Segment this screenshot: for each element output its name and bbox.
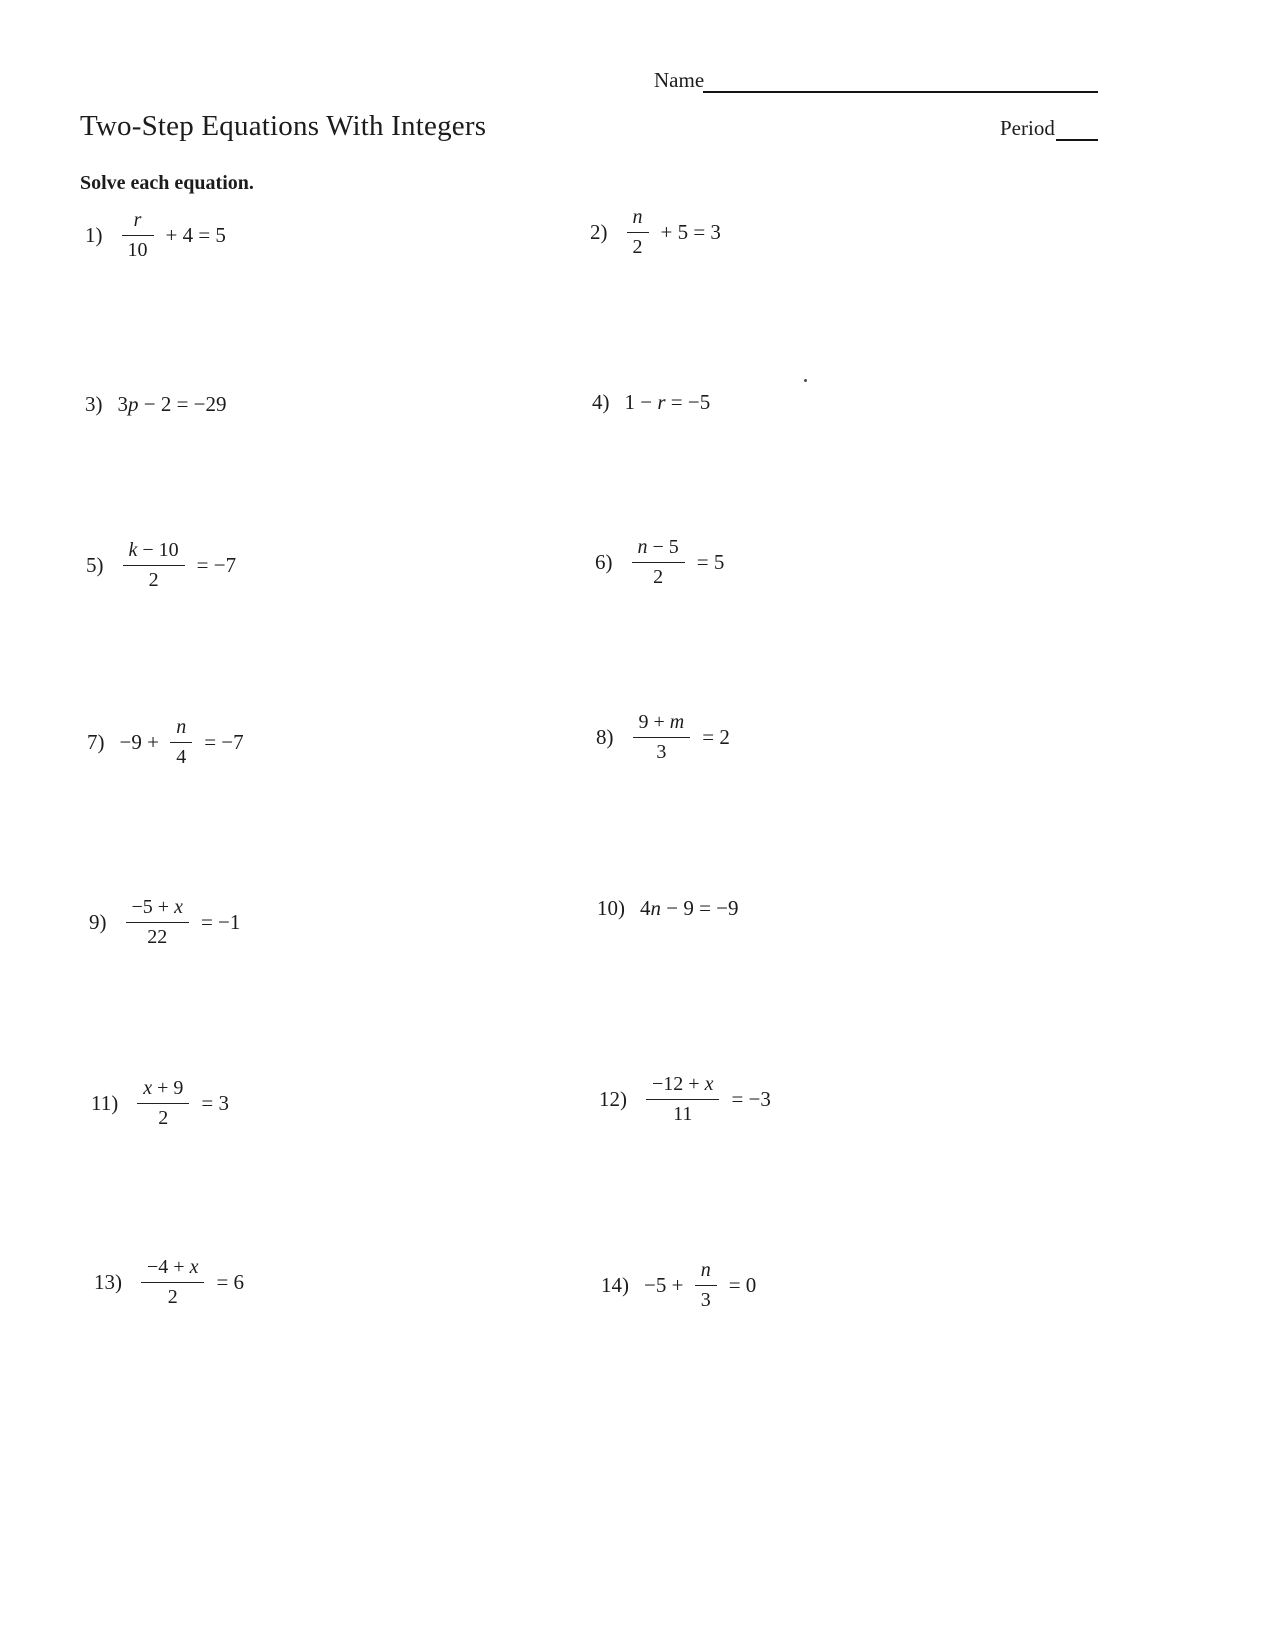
problem-1-fraction [122,208,154,263]
problem-11 [91,1076,229,1131]
problem-3-equation: 3p − 2 = −29 [117,392,227,416]
problem-9-rhs: = −1 [200,910,241,934]
problem-10-label: 10) [597,896,625,920]
problem-10 [597,896,739,921]
problem-1 [85,208,226,263]
problem-10-equation: 4n − 9 = −9 [640,896,739,920]
numerator: n [176,716,187,738]
problem-12 [599,1072,771,1127]
problem-12-label: 12) [599,1087,627,1111]
problem-5 [86,538,236,593]
problem-6-label: 6) [595,550,613,574]
problem-11-label: 11) [91,1091,119,1115]
name-label: Name [654,68,705,92]
problem-8-fraction [633,710,691,765]
denominator: 22 [126,922,189,950]
problem-7-lhs: −9 + [119,730,165,754]
problem-6-fraction [632,535,685,590]
denominator: 2 [141,1282,204,1310]
numerator: r [133,209,142,231]
page-title: Two-Step Equations With Integers [80,110,487,142]
problem-8-rhs: = 2 [702,725,730,749]
denominator: 11 [646,1099,719,1127]
problem-11-rhs: = 3 [201,1091,229,1115]
numerator: −12 + x [652,1073,714,1095]
denominator: 3 [695,1285,717,1313]
problem-3 [85,392,227,417]
problem-13-rhs: = 6 [216,1270,245,1294]
problem-14-rhs: = 0 [728,1273,757,1297]
period-blank-line [1056,139,1098,141]
problem-7-fraction [170,715,192,770]
problem-14-lhs: −5 + [644,1273,689,1297]
scan-speck [804,379,807,382]
problem-7 [87,715,244,770]
problem-9-fraction [126,895,189,950]
problem-5-label: 5) [86,553,104,577]
problem-1-label: 1) [85,223,103,247]
problem-8 [596,710,730,765]
problem-4 [592,390,710,415]
problem-1-rhs: + 4 = 5 [165,223,226,247]
problem-2 [590,205,721,260]
problem-12-fraction [646,1072,719,1127]
problem-5-rhs: = −7 [196,553,237,577]
denominator: 2 [123,565,185,593]
problem-14-label: 14) [601,1273,629,1297]
instructions: Solve each equation. [80,172,254,194]
problem-2-rhs: + 5 = 3 [660,220,721,244]
problem-6 [595,535,724,590]
denominator: 2 [137,1103,189,1131]
problem-14 [601,1258,756,1313]
numerator: x + 9 [143,1077,184,1099]
numerator: 9 + m [638,711,685,733]
denominator: 2 [627,232,649,260]
problem-9 [89,895,240,950]
name-blank-line [703,91,1098,93]
problem-11-fraction [137,1076,189,1131]
denominator: 3 [633,737,691,765]
denominator: 10 [122,235,154,263]
denominator: 4 [170,742,192,770]
problem-4-equation: 1 − r = −5 [624,390,711,414]
numerator: n [632,206,643,228]
problem-13-label: 13) [94,1270,122,1294]
problem-14-fraction [695,1258,717,1313]
period-label: Period [1000,116,1055,140]
problem-13 [94,1255,244,1310]
problem-7-rhs: = −7 [204,730,244,754]
numerator: n − 5 [637,536,679,558]
problem-8-label: 8) [596,725,614,749]
problem-12-rhs: = −3 [731,1087,771,1111]
numerator: −5 + x [131,896,183,918]
numerator: k − 10 [128,539,179,561]
problem-2-label: 2) [590,220,608,244]
problem-6-rhs: = 5 [696,550,725,574]
problem-13-fraction [141,1255,204,1310]
problem-9-label: 9) [89,910,107,934]
problem-4-label: 4) [592,390,610,414]
denominator: 2 [632,562,685,590]
numerator: −4 + x [147,1256,199,1278]
problem-5-fraction [123,538,185,593]
problem-7-label: 7) [87,730,105,754]
problem-2-fraction [627,205,649,260]
numerator: n [700,1259,711,1281]
problem-3-label: 3) [85,392,103,416]
